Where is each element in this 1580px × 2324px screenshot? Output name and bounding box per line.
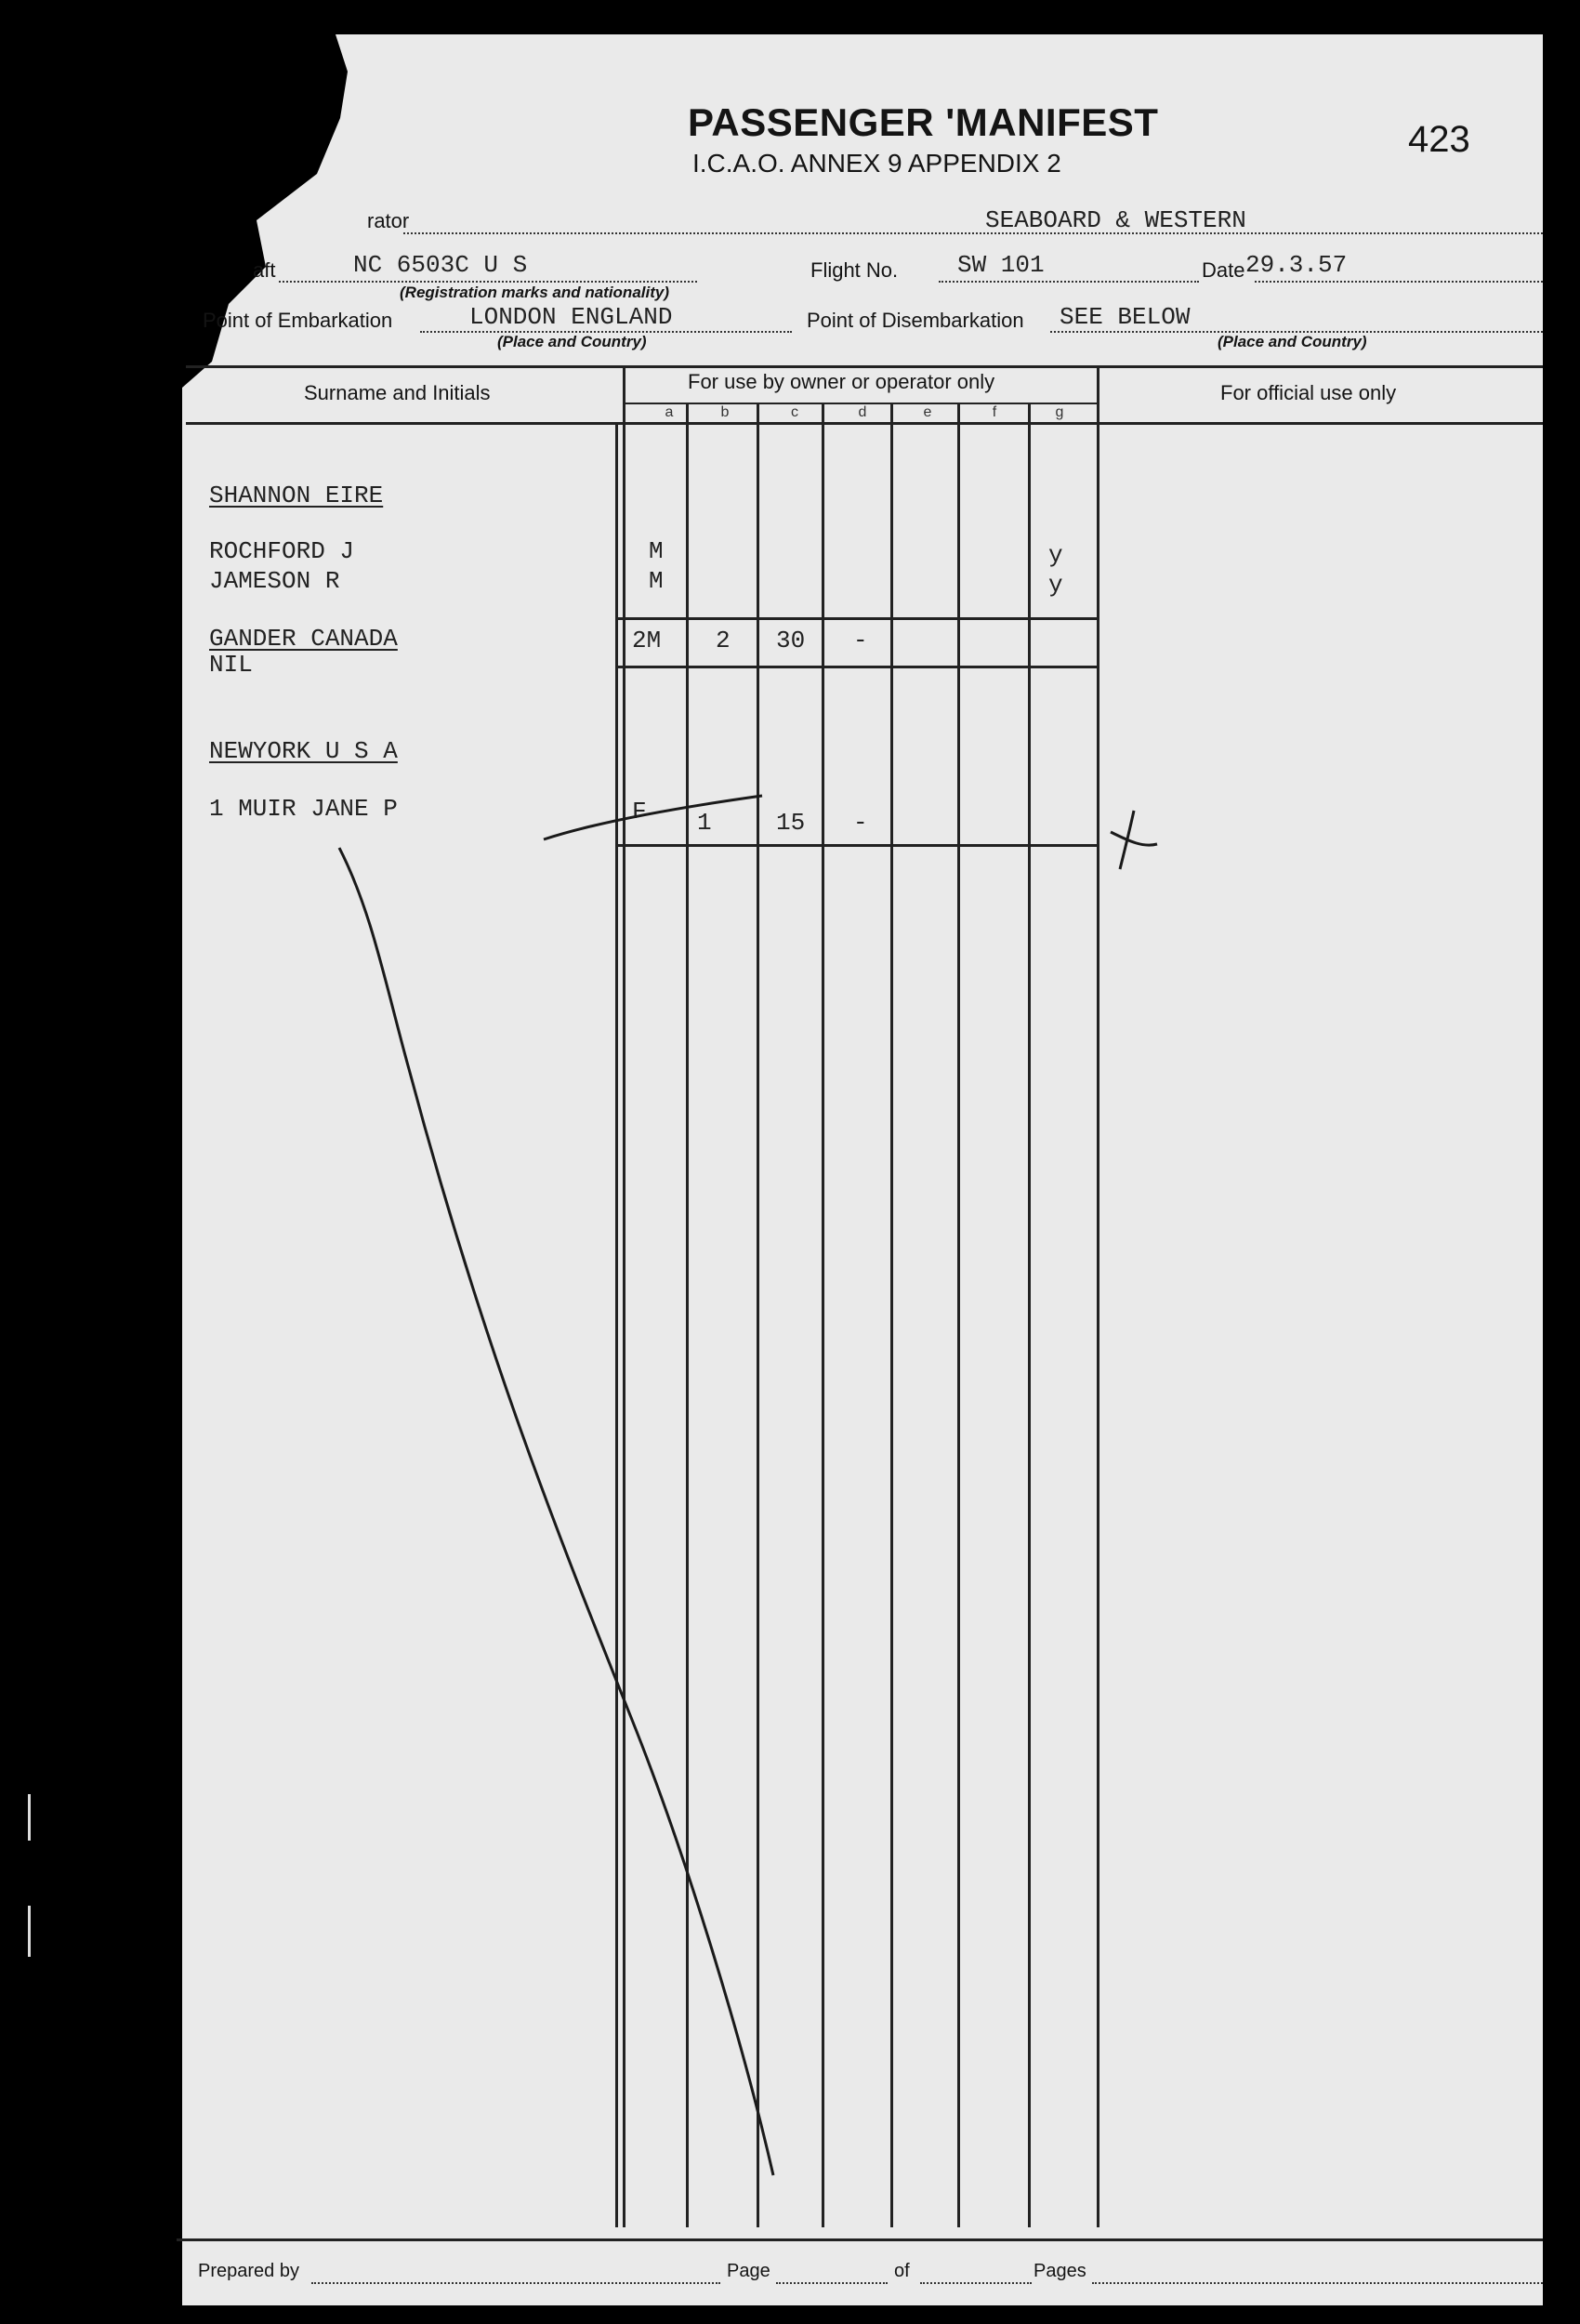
embarkation-label: Point of Embarkation bbox=[203, 309, 393, 332]
subcol-b: b bbox=[720, 404, 730, 420]
cross-mark bbox=[1111, 811, 1157, 869]
cell-g: y bbox=[1048, 541, 1063, 569]
of-label: of bbox=[894, 2261, 910, 2281]
stop-shannon: SHANNON EIRE bbox=[209, 482, 384, 509]
date-label: Date bbox=[1202, 258, 1245, 282]
col-official: For official use only bbox=[1220, 381, 1397, 404]
stop-gander-nil: NIL bbox=[209, 651, 253, 679]
prepared-by-label: Prepared by bbox=[198, 2261, 299, 2281]
subcol-g: g bbox=[1055, 404, 1064, 420]
disembarkation-value: SEE BELOW bbox=[1060, 303, 1191, 331]
operator-label: rator bbox=[367, 209, 410, 232]
embarkation-note: (Place and Country) bbox=[497, 333, 647, 350]
cell-c: 30 bbox=[776, 627, 806, 654]
cell-a: M bbox=[649, 567, 664, 595]
subcol-f: f bbox=[992, 404, 997, 420]
margin-mark bbox=[28, 1906, 31, 1957]
cell-g: y bbox=[1048, 571, 1063, 599]
pages-label: Pages bbox=[1034, 2261, 1086, 2281]
aircraft-value: NC 6503C U S bbox=[353, 251, 528, 279]
passenger-row: 1 MUIR JANE P bbox=[209, 795, 398, 823]
col-owner-operator: For use by owner or operator only bbox=[688, 370, 995, 393]
passenger-row: JAMESON R bbox=[209, 567, 340, 595]
of-line bbox=[920, 2282, 1032, 2284]
cell-c: 15 bbox=[776, 809, 806, 837]
passenger-row: ROCHFORD J bbox=[209, 537, 355, 565]
pages-line bbox=[1092, 2282, 1543, 2284]
page-label: Page bbox=[727, 2261, 770, 2281]
cell-a: 2M bbox=[632, 627, 662, 654]
prepared-line bbox=[311, 2282, 720, 2284]
subcol-a: a bbox=[665, 404, 674, 420]
form-subtitle: I.C.A.O. ANNEX 9 APPENDIX 2 bbox=[692, 149, 1061, 178]
registration-note: (Registration marks and nationality) bbox=[400, 284, 669, 301]
subcol-c: c bbox=[791, 404, 798, 420]
embarkation-value: LONDON ENGLAND bbox=[469, 303, 673, 331]
cell-b: 1 bbox=[697, 809, 712, 837]
stop-newyork: NEWYORK U S A bbox=[209, 737, 398, 765]
col-surname: Surname and Initials bbox=[304, 381, 491, 404]
diagonal-line bbox=[339, 848, 773, 2175]
flight-label: Flight No. bbox=[810, 258, 899, 282]
form-title: PASSENGER 'MANIFEST bbox=[688, 100, 1159, 144]
subcol-e: e bbox=[923, 404, 932, 420]
operator-value: SEABOARD & WESTERN bbox=[985, 206, 1246, 234]
cell-d: - bbox=[853, 627, 868, 654]
disembarkation-label: Point of Disembarkation bbox=[807, 309, 1024, 332]
page-number: 423 bbox=[1408, 119, 1470, 160]
bottom-rule bbox=[177, 2238, 1543, 2241]
date-value: 29.3.57 bbox=[1245, 251, 1348, 279]
cell-d: - bbox=[853, 809, 868, 837]
stop-gander: GANDER CANADA bbox=[209, 625, 398, 653]
cell-a: F bbox=[632, 798, 647, 825]
cell-a: M bbox=[649, 537, 664, 565]
disembarkation-note: (Place and Country) bbox=[1218, 333, 1367, 350]
page-line bbox=[776, 2282, 888, 2284]
margin-mark bbox=[28, 1794, 31, 1841]
aircraft-label: aft bbox=[253, 258, 276, 282]
cell-b: 2 bbox=[716, 627, 731, 654]
subcol-d: d bbox=[858, 404, 867, 420]
flight-value: SW 101 bbox=[957, 251, 1045, 279]
strike-mark bbox=[544, 796, 762, 839]
